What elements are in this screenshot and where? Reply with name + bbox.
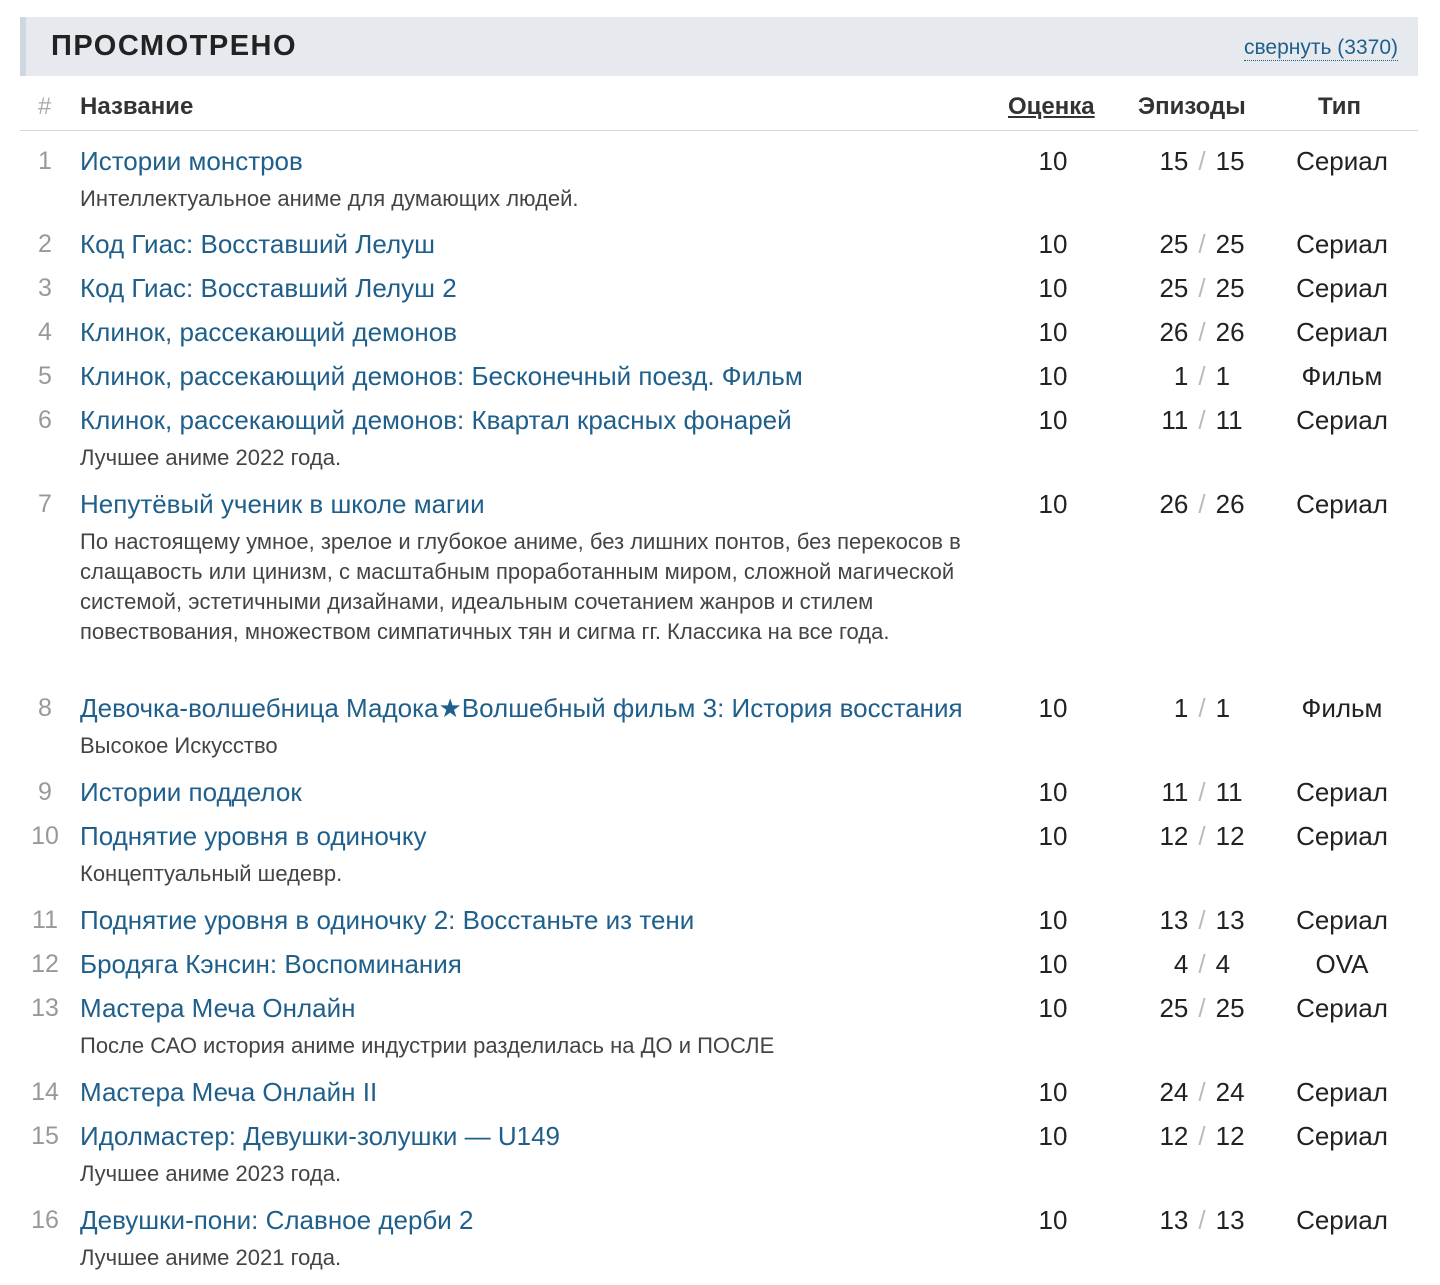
- episodes-watched: 25: [1159, 229, 1189, 259]
- anime-title-link[interactable]: Клинок, рассекающий демонов: [80, 317, 458, 347]
- anime-title-link[interactable]: Мастера Меча Онлайн: [80, 993, 356, 1023]
- score-value: 10: [1038, 993, 1068, 1023]
- score-value: 10: [1038, 317, 1068, 347]
- user-comment: Высокое Искусство: [80, 733, 278, 758]
- row-number: 12: [31, 950, 59, 978]
- score-value: 10: [1038, 1077, 1068, 1107]
- column-number: #: [38, 93, 52, 120]
- episodes-total: 11: [1215, 405, 1243, 435]
- episodes-watched: 12: [1159, 821, 1189, 851]
- score-value: 10: [1038, 905, 1068, 935]
- episodes-total: 11: [1215, 777, 1243, 807]
- section-header: [20, 17, 1418, 76]
- type-value: Сериал: [1296, 777, 1388, 807]
- episodes-separator: /: [1198, 949, 1206, 979]
- score-value: 10: [1038, 273, 1068, 303]
- episodes-separator: /: [1198, 405, 1206, 435]
- episodes-progress: [1130, 1121, 1274, 1151]
- watched-table: [20, 76, 1418, 1270]
- episodes-watched: 1: [1173, 361, 1189, 391]
- user-comment: Интеллектуальное аниме для думающих людей.: [80, 186, 579, 211]
- row-number: 8: [38, 694, 52, 722]
- episodes-total: 12: [1215, 821, 1245, 851]
- type-value: Сериал: [1296, 273, 1388, 303]
- row-number: 6: [38, 406, 52, 434]
- episodes-separator: /: [1198, 777, 1206, 807]
- column-type: Тип: [1318, 93, 1361, 120]
- anime-title-link[interactable]: Идолмастер: Девушки-золушки — U149: [80, 1121, 561, 1151]
- user-comment: По настоящему умное, зрелое и глубокое аниме, без лишних понтов, без перекосов в слащавость или цинизм, с масштабным проработанным миром, сложной магической системой, эстетичными дизайнами, идеальным сочетанием жанров и стилем повествования, множеством симпатичных тян и сигма гг. Классика на все года.: [80, 529, 961, 644]
- episodes-separator: /: [1198, 821, 1206, 851]
- score-value: 10: [1038, 361, 1068, 391]
- episodes-total: 4: [1215, 949, 1231, 979]
- user-comment: Лучшее аниме 2022 года.: [80, 445, 342, 470]
- score-value: 10: [1038, 489, 1068, 519]
- episodes-watched: 25: [1159, 993, 1189, 1023]
- type-value: Сериал: [1296, 821, 1388, 851]
- row-number: 10: [31, 822, 59, 850]
- episodes-progress: [1130, 905, 1274, 935]
- episodes-progress: [1130, 1205, 1274, 1235]
- type-value: Сериал: [1296, 993, 1388, 1023]
- episodes-separator: /: [1198, 693, 1206, 723]
- row-number: 15: [31, 1122, 59, 1150]
- episodes-progress: [1130, 273, 1274, 303]
- episodes-watched: 13: [1159, 1205, 1189, 1235]
- episodes-separator: /: [1198, 273, 1206, 303]
- score-value: 10: [1038, 821, 1068, 851]
- episodes-total: 15: [1215, 146, 1245, 176]
- anime-title-link[interactable]: Девочка-волшебница Мадока★Волшебный фильм 3: История восстания: [80, 693, 963, 723]
- score-value: 10: [1038, 693, 1068, 723]
- episodes-progress: [1130, 993, 1274, 1023]
- episodes-separator: /: [1198, 361, 1206, 391]
- episodes-progress: [1130, 317, 1274, 347]
- row-number: 7: [38, 490, 52, 518]
- episodes-watched: 13: [1159, 905, 1189, 935]
- type-value: Сериал: [1296, 1121, 1388, 1151]
- episodes-watched: 4: [1173, 949, 1189, 979]
- episodes-progress: [1130, 693, 1274, 723]
- episodes-progress: [1130, 1077, 1274, 1107]
- episodes-watched: 11: [1161, 777, 1189, 807]
- episodes-watched: 25: [1159, 273, 1189, 303]
- table-header: [20, 76, 1418, 131]
- score-value: 10: [1038, 777, 1068, 807]
- episodes-progress: [1130, 821, 1274, 851]
- score-value: 10: [1038, 146, 1068, 176]
- episodes-progress: [1130, 146, 1274, 176]
- column-score-sort[interactable]: Оценка: [1008, 93, 1095, 120]
- anime-title-link[interactable]: Клинок, рассекающий демонов: Квартал красных фонарей: [80, 405, 792, 435]
- episodes-total: 1: [1215, 693, 1231, 723]
- episodes-total: 26: [1215, 317, 1245, 347]
- type-value: Сериал: [1296, 905, 1388, 935]
- type-value: Сериал: [1296, 1205, 1388, 1235]
- score-value: 10: [1038, 1205, 1068, 1235]
- type-value: Сериал: [1296, 229, 1388, 259]
- user-comment: После САО история аниме индустрии разделилась на ДО и ПОСЛЕ: [80, 1033, 775, 1058]
- episodes-separator: /: [1198, 229, 1206, 259]
- type-value: Фильм: [1301, 693, 1383, 723]
- row-number: 11: [32, 906, 58, 934]
- user-comment: Лучшее аниме 2021 года.: [80, 1245, 342, 1270]
- episodes-watched: 11: [1161, 405, 1189, 435]
- episodes-separator: /: [1198, 146, 1206, 176]
- episodes-progress: [1130, 949, 1274, 979]
- type-value: OVA: [1315, 949, 1369, 979]
- episodes-total: 13: [1215, 905, 1245, 935]
- episodes-total: 12: [1215, 1121, 1245, 1151]
- episodes-watched: 26: [1159, 489, 1189, 519]
- episodes-watched: 26: [1159, 317, 1189, 347]
- episodes-total: 24: [1215, 1077, 1245, 1107]
- row-number: 9: [38, 778, 52, 806]
- episodes-separator: /: [1198, 1121, 1206, 1151]
- episodes-separator: /: [1198, 489, 1206, 519]
- anime-title-link[interactable]: Непутёвый ученик в школе магии: [80, 489, 485, 519]
- episodes-progress: [1130, 361, 1274, 391]
- anime-title-link[interactable]: Мастера Меча Онлайн II: [80, 1077, 378, 1107]
- episodes-separator: /: [1198, 905, 1206, 935]
- row-number: 4: [38, 318, 52, 346]
- score-value: 10: [1038, 949, 1068, 979]
- column-episodes: Эпизоды: [1138, 93, 1246, 120]
- episodes-watched: 24: [1159, 1077, 1189, 1107]
- anime-title-link[interactable]: Истории монстров: [80, 146, 303, 176]
- row-number: 13: [31, 994, 59, 1022]
- anime-title-link[interactable]: Девушки-пони: Славное дерби 2: [80, 1205, 474, 1235]
- episodes-total: 26: [1215, 489, 1245, 519]
- anime-title-link[interactable]: Бродяга Кэнсин: Воспоминания: [80, 949, 462, 979]
- anime-title-link[interactable]: Поднятие уровня в одиночку 2: Восстаньте из тени: [80, 905, 695, 935]
- episodes-progress: [1130, 229, 1274, 259]
- row-number: 14: [31, 1078, 59, 1106]
- anime-title-link[interactable]: Клинок, рассекающий демонов: Бесконечный поезд. Фильм: [80, 361, 803, 391]
- episodes-separator: /: [1198, 993, 1206, 1023]
- score-value: 10: [1038, 229, 1068, 259]
- episodes-total: 1: [1215, 361, 1231, 391]
- type-value: Сериал: [1296, 317, 1388, 347]
- episodes-total: 25: [1215, 273, 1245, 303]
- section-title: ПРОСМОТРЕНО: [51, 30, 298, 62]
- episodes-watched: 1: [1173, 693, 1189, 723]
- anime-title-link[interactable]: Истории подделок: [80, 777, 302, 807]
- anime-title-link[interactable]: Код Гиас: Восставший Лелуш: [80, 229, 435, 259]
- column-name: Название: [80, 93, 194, 120]
- score-value: 10: [1038, 1121, 1068, 1151]
- row-number: 3: [38, 274, 52, 302]
- anime-title-link[interactable]: Поднятие уровня в одиночку: [80, 821, 427, 851]
- row-number: 5: [38, 362, 52, 390]
- row-number: 1: [38, 147, 52, 175]
- row-number: 2: [38, 230, 52, 258]
- episodes-watched: 15: [1159, 146, 1189, 176]
- score-value: 10: [1038, 405, 1068, 435]
- user-comment: Лучшее аниме 2023 года.: [80, 1161, 342, 1186]
- episodes-total: 13: [1215, 1205, 1245, 1235]
- anime-title-link[interactable]: Код Гиас: Восставший Лелуш 2: [80, 273, 457, 303]
- episodes-progress: [1130, 489, 1274, 519]
- episodes-total: 25: [1215, 993, 1245, 1023]
- episodes-progress: [1130, 405, 1274, 435]
- episodes-watched: 12: [1159, 1121, 1189, 1151]
- type-value: Сериал: [1296, 146, 1388, 176]
- user-comment: Концептуальный шедевр.: [80, 861, 343, 886]
- episodes-separator: /: [1198, 1205, 1206, 1235]
- type-value: Фильм: [1301, 361, 1383, 391]
- episodes-separator: /: [1198, 317, 1206, 347]
- episodes-progress: [1130, 777, 1274, 807]
- episodes-separator: /: [1198, 1077, 1206, 1107]
- episodes-total: 25: [1215, 229, 1245, 259]
- row-number: 16: [31, 1206, 59, 1234]
- type-value: Сериал: [1296, 489, 1388, 519]
- type-value: Сериал: [1296, 405, 1388, 435]
- collapse-link[interactable]: свернуть (3370): [1244, 36, 1398, 59]
- type-value: Сериал: [1296, 1077, 1388, 1107]
